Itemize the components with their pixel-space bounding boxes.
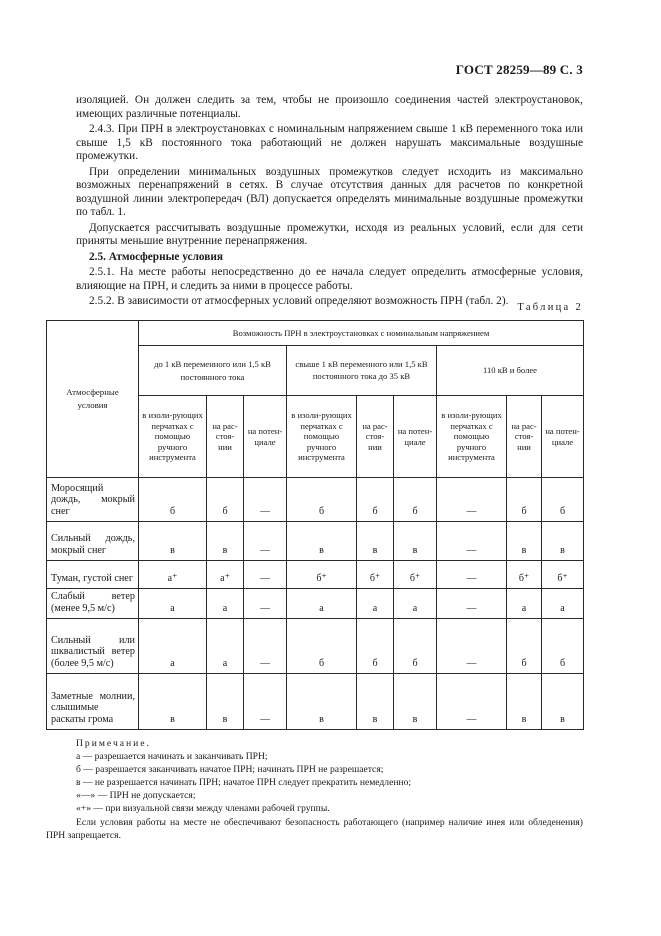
group-header: 110 кВ и более bbox=[437, 346, 584, 396]
column-header: на рас-стоя-нии bbox=[357, 396, 394, 478]
table-cell: а bbox=[507, 589, 542, 619]
table-cell: — bbox=[437, 478, 507, 522]
table-cell: а bbox=[207, 619, 244, 674]
table-cell: — bbox=[437, 619, 507, 674]
table-cell: б bbox=[542, 478, 584, 522]
row-condition: Сильный или шквалистый ветер (более 9,5 м/с) bbox=[47, 619, 139, 674]
column-header: в изоли-рующих перчатках с помощью ручного инструмента bbox=[287, 396, 357, 478]
table-cell: а bbox=[394, 589, 437, 619]
table-cell: б bbox=[394, 478, 437, 522]
row-condition: Туман, густой снег bbox=[47, 561, 139, 589]
row-condition: Сильный дождь, мокрый снег bbox=[47, 522, 139, 561]
table-row bbox=[47, 522, 584, 561]
table-cell: — bbox=[244, 674, 287, 730]
table-cell: в bbox=[507, 522, 542, 561]
table-cell: б bbox=[287, 478, 357, 522]
table-cell: в bbox=[207, 522, 244, 561]
note-item: «—» — ПРН не допускается; bbox=[76, 790, 196, 802]
table-cell: а bbox=[207, 589, 244, 619]
paragraph: 2.4.3. При ПРН в электроустановках с номинальным напряжением свыше 1 кВ переменного тока или свыше 1,5 кВ постоянного тока работающий не должен нарушать максимальные воздушные промежутки. bbox=[76, 123, 583, 162]
table-cell: — bbox=[244, 522, 287, 561]
table-cell: а bbox=[139, 589, 207, 619]
note-final: Если условия работы на месте не обеспечивают безопасность работающего (например наличие инея или обледенения) ПРН запрещается. bbox=[46, 816, 583, 841]
table-cell: б bbox=[207, 478, 244, 522]
table-cell: б bbox=[139, 478, 207, 522]
table-cell: б⁺ bbox=[542, 561, 584, 589]
table-cell: а bbox=[542, 589, 584, 619]
table-cell: б⁺ bbox=[507, 561, 542, 589]
table-cell: в bbox=[139, 674, 207, 730]
table-cell: в bbox=[357, 522, 394, 561]
note-item: «+» — при визуальной связи между членами рабочей группы. bbox=[76, 803, 330, 815]
table-cell: — bbox=[244, 478, 287, 522]
notes-title: Примечание. bbox=[76, 738, 151, 749]
table-cell: в bbox=[394, 674, 437, 730]
table-row bbox=[47, 674, 584, 730]
body-text bbox=[76, 94, 583, 311]
table-cell: — bbox=[437, 522, 507, 561]
paragraph: При определении минимальных воздушных промежутков следует исходить из максимально возможных перенапряжений в сетях. В случае отсутствия данных для расчетов по конкретной воздушной линии электропередач (ВЛ) допускается определять минимальные воздушные промежутки по табл. 1. bbox=[76, 165, 583, 218]
table-row bbox=[47, 619, 584, 674]
table-cell: б⁺ bbox=[357, 561, 394, 589]
section-heading: 2.5. Атмосферные условия bbox=[89, 250, 223, 263]
table-cell: б bbox=[507, 619, 542, 674]
table-top-header: Возможность ПРН в электроустановках с номинальным напряжением bbox=[139, 321, 584, 346]
column-header: на потен-циале bbox=[542, 396, 584, 478]
table-cell: б bbox=[507, 478, 542, 522]
row-condition: Заметные молнии, слышимые раскаты грома bbox=[47, 674, 139, 730]
column-header: на рас-стоя-нии bbox=[207, 396, 244, 478]
table-row bbox=[47, 478, 584, 522]
table-cell: б bbox=[357, 619, 394, 674]
column-header: на потен-циале bbox=[244, 396, 287, 478]
table-notes bbox=[46, 737, 583, 842]
table-caption: Таблица 2 bbox=[517, 302, 583, 313]
table-cell: — bbox=[244, 561, 287, 589]
table-cell: в bbox=[394, 522, 437, 561]
atmospheric-conditions-table bbox=[46, 320, 584, 730]
table-cell: в bbox=[507, 674, 542, 730]
table-cell: а bbox=[139, 619, 207, 674]
table-cell: — bbox=[244, 619, 287, 674]
table-cell: б⁺ bbox=[394, 561, 437, 589]
table-cell: в bbox=[287, 522, 357, 561]
note-item: б — разрешается заканчивать начатое ПРН; начинать ПРН не разрешается; bbox=[76, 764, 384, 776]
column-header: на потен-циале bbox=[394, 396, 437, 478]
note-item: в — не разрешается начинать ПРН; начатое ПРН следует прекратить немедленно; bbox=[76, 777, 412, 789]
table-cell: — bbox=[437, 589, 507, 619]
table-cell: — bbox=[244, 589, 287, 619]
table-cell: в bbox=[139, 522, 207, 561]
table-cell: в bbox=[287, 674, 357, 730]
column-header: на рас-стоя-нии bbox=[507, 396, 542, 478]
row-condition: Слабый ветер (менее 9,5 м/с) bbox=[47, 589, 139, 619]
table-row bbox=[47, 561, 584, 589]
group-header: до 1 кВ переменного или 1,5 кВ постоянного тока bbox=[139, 346, 287, 396]
note-item: а — разрешается начинать и заканчивать ПРН; bbox=[76, 751, 268, 763]
table-cell: а bbox=[357, 589, 394, 619]
table-cell: — bbox=[437, 561, 507, 589]
table-cell: б⁺ bbox=[287, 561, 357, 589]
column-header: в изоли-рующих перчатках с помощью ручного инструмента bbox=[437, 396, 507, 478]
table-corner-header: Атмосферные условия bbox=[47, 321, 139, 478]
table-row bbox=[47, 589, 584, 619]
table-cell: а⁺ bbox=[207, 561, 244, 589]
paragraph: Допускается рассчитывать воздушные промежутки, исходя из реальных условий, если для сети приняты меньшие внутренние перенапряжения. bbox=[76, 221, 583, 247]
column-header: в изоли-рующих перчатках с помощью ручного инструмента bbox=[139, 396, 207, 478]
paragraph: 2.5.1. На месте работы непосредственно до ее начала следует определить атмосферные условия, влияющие на ПРН, и следить за ними в процессе работы. bbox=[76, 266, 583, 292]
table-cell: б bbox=[394, 619, 437, 674]
table-cell: б bbox=[357, 478, 394, 522]
table-cell: в bbox=[357, 674, 394, 730]
row-condition: Моросящий дождь, мокрый снег bbox=[47, 478, 139, 522]
table-cell: — bbox=[437, 674, 507, 730]
table-cell: а⁺ bbox=[139, 561, 207, 589]
table-cell: б bbox=[542, 619, 584, 674]
table-cell: а bbox=[287, 589, 357, 619]
table-cell: в bbox=[542, 674, 584, 730]
page-header: ГОСТ 28259—89 С. 3 bbox=[455, 62, 583, 77]
paragraph: 2.5.2. В зависимости от атмосферных условий определяют возможность ПРН (табл. 2). bbox=[89, 295, 509, 307]
table-cell: б bbox=[287, 619, 357, 674]
table-cell: в bbox=[207, 674, 244, 730]
paragraph: изоляцией. Он должен следить за тем, чтобы не произошло соединения частей электроустановок, имеющих различные потенциалы. bbox=[76, 94, 583, 120]
table-cell: в bbox=[542, 522, 584, 561]
group-header: свыше 1 кВ переменного или 1,5 кВ постоянного тока до 35 кВ bbox=[287, 346, 437, 396]
